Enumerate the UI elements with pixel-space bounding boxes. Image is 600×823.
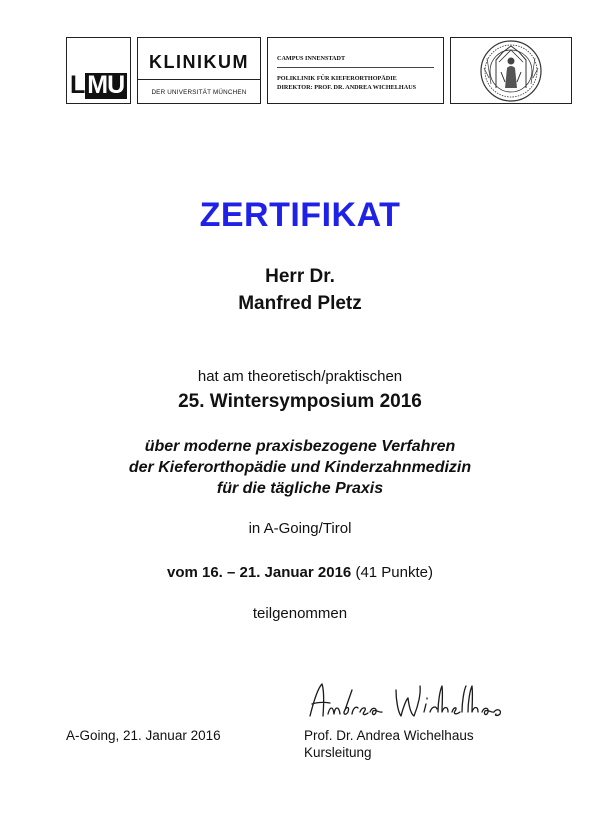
- event-dates: [0, 564, 600, 581]
- klinikum-subtitle: DER UNIVERSITÄT MÜNCHEN: [151, 89, 247, 96]
- clinic-director: DIREKTOR: PROF. DR. ANDREA WICHELHAUS: [277, 84, 417, 91]
- lmu-logo: [66, 37, 131, 104]
- certificate-title: ZERTIFIKAT: [199, 196, 401, 234]
- klinikum-logo: [137, 37, 261, 104]
- intro-text: hat am theoretisch/praktischen: [197, 368, 403, 385]
- lmu-logo-text: L MU: [70, 73, 127, 99]
- clinic-name: POLIKLINIK FÜR KIEFERORTHOPÄDIE: [277, 75, 397, 82]
- event-location: in A-Going/Tirol: [248, 520, 352, 537]
- place-and-date: A-Going, 21. Januar 2016: [66, 728, 221, 743]
- recipient-salutation: Herr Dr.: [265, 266, 335, 287]
- topic-line: über moderne praxisbezogene Verfahren: [144, 438, 456, 455]
- klinikum-divider: [138, 79, 260, 80]
- klinikum-title: KLINIKUM: [149, 52, 249, 72]
- topic-line: für die tägliche Praxis: [216, 480, 384, 497]
- campus-divider: [277, 67, 434, 68]
- seal-box: [450, 37, 572, 104]
- signer-role: Kursleitung: [304, 745, 372, 760]
- recipient-name: Manfred Pletz: [238, 293, 362, 314]
- signer-name: Prof. Dr. Andrea Wichelhaus: [304, 728, 474, 743]
- campus-info-box: [267, 37, 444, 104]
- university-seal-icon: [451, 38, 571, 103]
- handwritten-signature: [300, 676, 510, 728]
- topic-line: der Kieferorthopädie und Kinderzahnmedizin: [128, 459, 472, 476]
- campus-name: CAMPUS INNENSTADT: [277, 55, 346, 62]
- event-title: 25. Wintersymposium 2016: [178, 391, 422, 412]
- event-date-range: vom 16. – 21. Januar 2016: [166, 564, 352, 581]
- participation-text: teilgenommen: [252, 605, 348, 622]
- event-points: (41 Punkte): [355, 564, 433, 581]
